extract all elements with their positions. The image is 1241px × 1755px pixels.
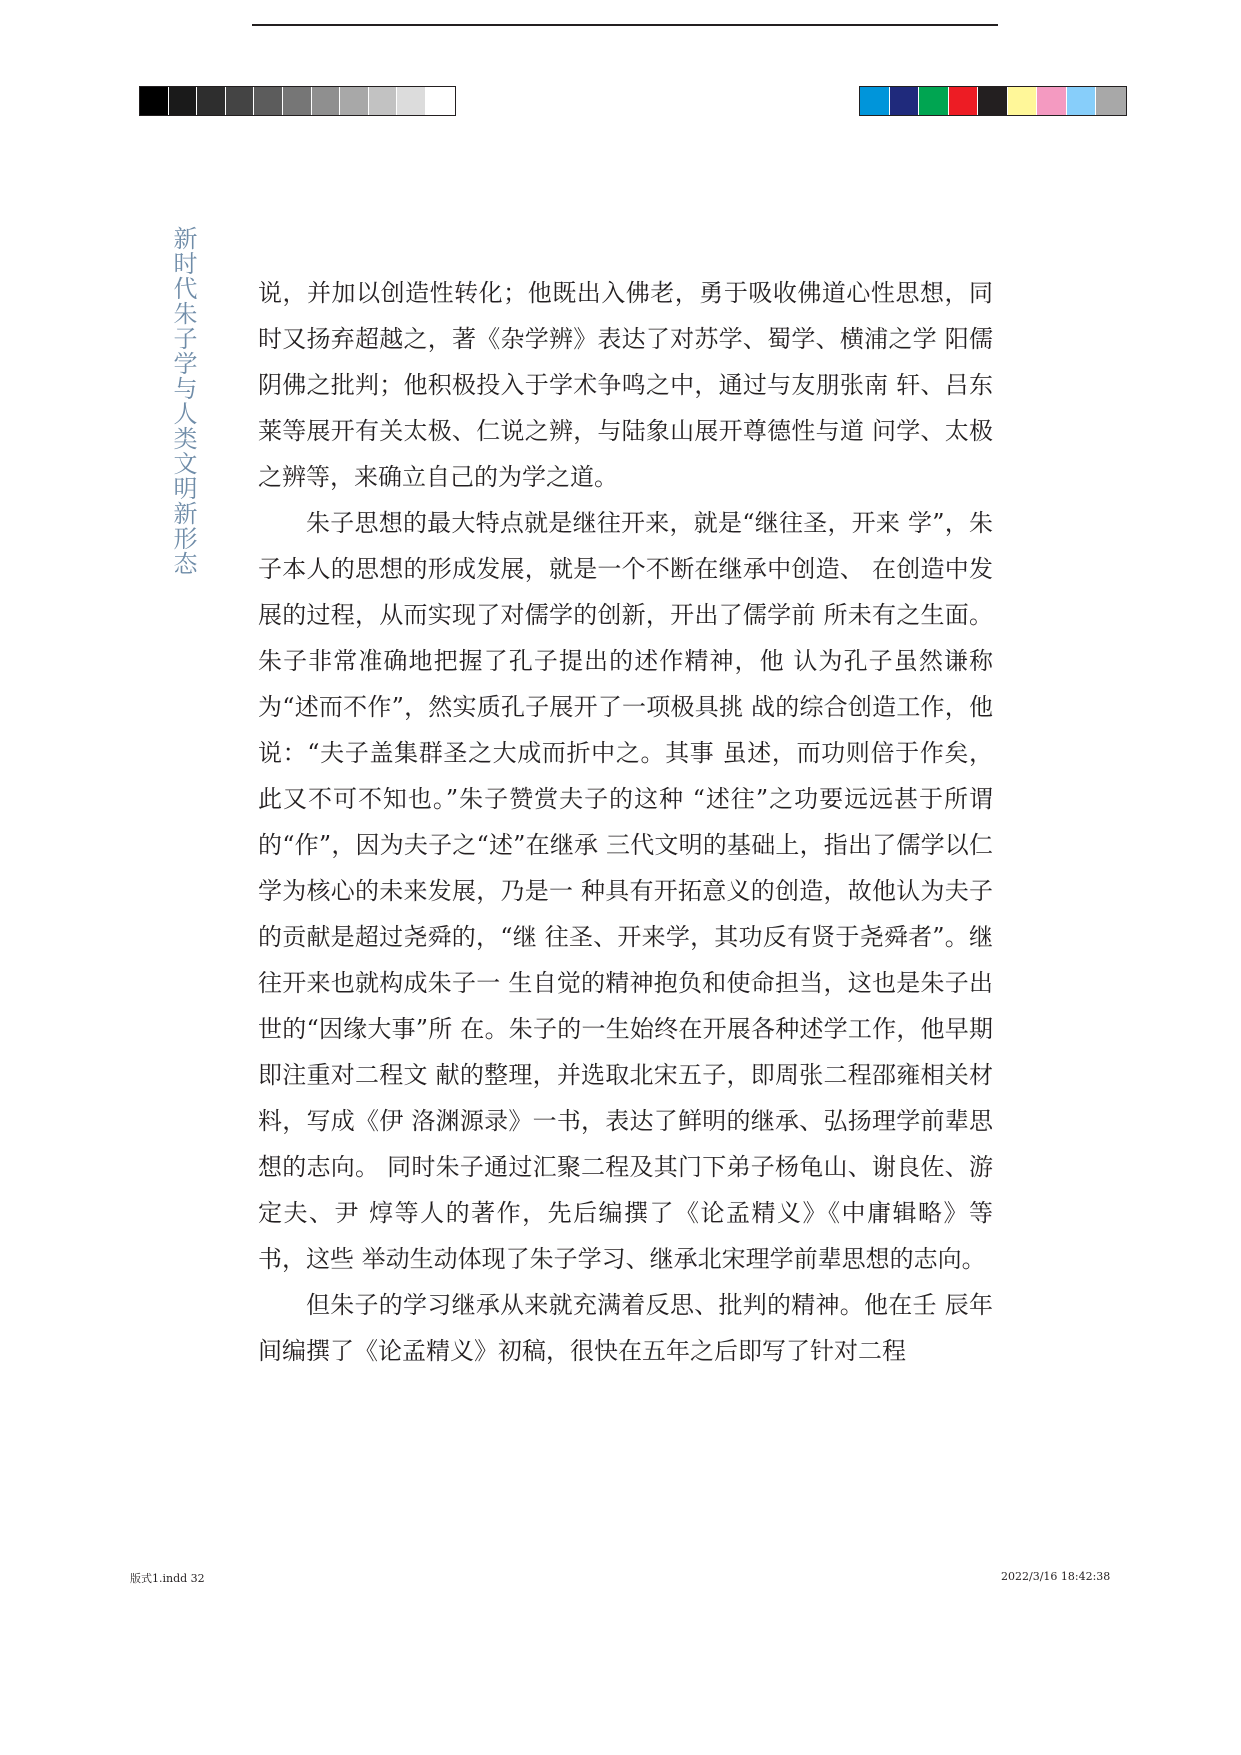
gray-swatch <box>426 87 455 115</box>
color-swatch <box>1008 87 1038 115</box>
color-registration-bar <box>859 86 1127 116</box>
footer-file-info: 版式1.indd 32 <box>130 1572 205 1585</box>
body-text <box>258 270 993 1374</box>
color-swatch <box>1037 87 1067 115</box>
gray-swatch <box>283 87 312 115</box>
footer-timestamp: 2022/3/16 18:42:38 <box>1001 1570 1111 1583</box>
gray-swatch <box>397 87 426 115</box>
gray-swatch <box>312 87 341 115</box>
gray-swatch <box>369 87 398 115</box>
gray-swatch <box>197 87 226 115</box>
running-title: 新时代朱子学与人类文明新形态 <box>169 226 197 576</box>
color-swatch <box>1067 87 1097 115</box>
top-rule <box>252 24 998 26</box>
gray-swatch <box>254 87 283 115</box>
gray-swatch <box>226 87 255 115</box>
paragraph: 朱子思想的最大特点就是继往开来，就是“继往圣，开来 学”，朱子本人的思想的形成发展，就是一个不断在继承中创造、 在创造中发展的过程，从而实现了对儒学的创新，开出了儒学前 所未有之生面。朱子非常准确地把握了孔子提出的述作精神，他 认为孔子虽然谦称为“述而不作”，然实质孔子展开了一项极具挑 战的综合创造工作，他说：“夫子盖集群圣之大成而折中之。其事 虽述，而功则倍于作矣，此又不可不知也。”朱子赞赏夫子的这种 “述往”之功要远远甚于所谓的“作”，因为夫子之“述”在继承 三代文明的基础上，指出了儒学以仁学为核心的未来发展，乃是一 种具有开拓意义的创造，故他认为夫子的贡献是超过尧舜的，“继 往圣、开来学，其功反有贤于尧舜者”。继往开来也就构成朱子一 生自觉的精神抱负和使命担当，这也是朱子出世的“因缘大事”所 在。朱子的一生始终在开展各种述学工作，他早期即注重对二程文 献的整理，并选取北宋五子，即周张二程邵雍相关材料，写成《伊 洛渊源录》一书，表达了鲜明的继承、弘扬理学前辈思想的志向。 同时朱子通过汇聚二程及其门下弟子杨龟山、谢良佐、游定夫、尹 焞等人的著作，先后编撰了《论孟精义》《中庸辑略》等书，这些 举动生动体现了朱子学习、继承北宋理学前辈思想的志向。 <box>258 509 993 1273</box>
gray-swatch <box>169 87 198 115</box>
gray-swatch <box>340 87 369 115</box>
color-swatch <box>978 87 1008 115</box>
color-swatch <box>919 87 949 115</box>
paragraph: 说，并加以创造性转化；他既出入佛老，勇于吸收佛道心性思想，同时又扬弃超越之，著《杂学辨》表达了对苏学、蜀学、横浦之学 阳儒阴佛之批判；他积极投入于学术争鸣之中，通过与友朋张南 轩、吕东莱等展开有关太极、仁说之辨，与陆象山展开尊德性与道 问学、太极之辨等，来确立自己的为学之道。 <box>258 279 993 491</box>
paragraph: 但朱子的学习继承从来就充满着反思、批判的精神。他在壬 辰年间编撰了《论孟精义》初稿，很快在五年之后即写了针对二程 <box>258 1291 993 1365</box>
color-swatch <box>1096 87 1126 115</box>
grayscale-registration-bar <box>139 86 456 116</box>
color-swatch <box>949 87 979 115</box>
gray-swatch <box>140 87 169 115</box>
color-swatch <box>890 87 920 115</box>
color-swatch <box>860 87 890 115</box>
